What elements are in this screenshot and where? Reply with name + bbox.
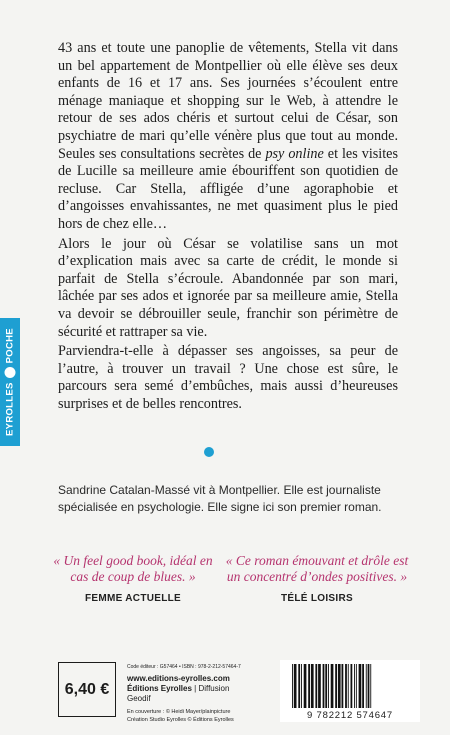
- design-credit: Création Studio Eyrolles © Éditions Eyrolles: [127, 717, 234, 723]
- quote-femme-actuelle: [48, 553, 218, 607]
- barcode-bar: [368, 664, 370, 708]
- credits: [127, 708, 247, 724]
- quote-source: TÉLÉ LOISIRS: [281, 593, 353, 604]
- publisher-line: Éditions Eyrolles | Diffusion Geodif: [127, 684, 230, 703]
- barcode-bar: [325, 664, 327, 708]
- price-box: [58, 662, 116, 717]
- barcode-bar: [328, 664, 329, 708]
- collection-label: [5, 328, 16, 436]
- barcode-bar: [348, 664, 349, 708]
- barcode-bar: [294, 664, 297, 708]
- barcode-bar: [362, 664, 364, 708]
- collection-name: POCHE: [4, 328, 16, 364]
- dot-icon: [5, 367, 16, 378]
- price: 6,40 €: [64, 680, 110, 698]
- barcode: [280, 660, 420, 722]
- blurb: [58, 40, 398, 413]
- barcode-bar: [292, 664, 293, 708]
- barcode-bar: [335, 664, 337, 708]
- publisher-name: Éditions Eyrolles: [127, 684, 192, 693]
- publisher-info: [127, 664, 247, 724]
- quote-text: « Un feel good book, idéal en cas de coup de blues. »: [53, 553, 213, 584]
- barcode-bar: [323, 664, 325, 708]
- quote-tele-loisirs: [222, 553, 412, 607]
- barcode-bar: [311, 664, 314, 708]
- barcode-bar: [351, 664, 353, 708]
- barcode-bar: [366, 664, 367, 708]
- barcode-bar: [318, 664, 321, 708]
- barcode-number: 9 782212 574647: [307, 710, 393, 721]
- barcode-bar: [370, 664, 371, 708]
- barcode-bar: [304, 664, 307, 708]
- barcode-bar: [342, 664, 344, 708]
- brand-label: EYROLLES: [4, 382, 16, 436]
- blurb-paragraph-3: Parviendra-t-elle à dépasser ses angoisses, sa peur de l’autre, à trouver un travail ? Une chose est sûre, le parcours sera semé d’embûches, mais aussi d’heureuses surprises et de belles rencontres.: [58, 343, 398, 412]
- barcode-bar: [298, 664, 300, 708]
- barcode-bar: [331, 664, 334, 708]
- publisher-codes: Code éditeur : G57464 • ISBN : 978-2-212-57464-7: [127, 664, 241, 670]
- barcode-bar: [301, 664, 302, 708]
- quote-source: FEMME ACTUELLE: [84, 593, 182, 604]
- barcode-bar: [356, 664, 357, 708]
- blurb-paragraph-1: 43 ans et toute une panoplie de vêtements, Stella vit dans un bel appartement de Montpellier où elle élève ses deux enfants de 16 et 17 ans. Ses journées s’écoulent entre ménage maniaque et shopping sur le Web, à attendre le retour de ses ados chéris et surtout celui de César, son psychiatre de mari qu’elle vénère plus que tout au monde. Seules ses consultations secrètes de psy online et les visites de Lucille sa meilleure amie ébouriffent son quotidien de recluse. Car Stella, affligée d’une agoraphobie et d’angoisses envahissantes, ne met quasiment plus le pied hors de chez elle…: [58, 40, 398, 232]
- barcode-bar: [315, 664, 317, 708]
- quote-text: « Ce roman émouvant et drôle est un concentré d’ondes positives. »: [225, 553, 409, 584]
- cover-credit: En couverture : © Heidi Mayer/plainpicture: [127, 709, 231, 715]
- blurb-emphasis: psy online: [265, 145, 324, 162]
- publisher-distribution: Diffusion Geodif: [127, 684, 230, 703]
- author-bio: Sandrine Catalan-Massé vit à Montpellier. Elle est journaliste spécialisée en psychologie. Elle signe ici son premier roman.: [58, 483, 382, 514]
- barcode-bar: [338, 664, 341, 708]
- collection-tab: [0, 318, 20, 446]
- barcode-bar: [354, 664, 355, 708]
- barcode-bar: [345, 664, 347, 708]
- barcode-bar: [308, 664, 310, 708]
- barcode-bar: [359, 664, 362, 708]
- separator-dot-icon: [204, 447, 214, 457]
- publisher-website: www.editions-eyrolles.com: [127, 674, 230, 683]
- barcode-bars: [290, 664, 410, 708]
- blurb-paragraph-2: Alors le jour où César se volatilise sans un mot d’explication mais avec sa carte de crédit, le monde si parfait de Stella s’écroule. Abandonnée par son mari, lâchée par ses ados et ignorée par sa meilleure amie, Stella va devoir se débrouiller seule, franchir son périmètre de sécurité et rattraper sa vie.: [58, 235, 398, 340]
